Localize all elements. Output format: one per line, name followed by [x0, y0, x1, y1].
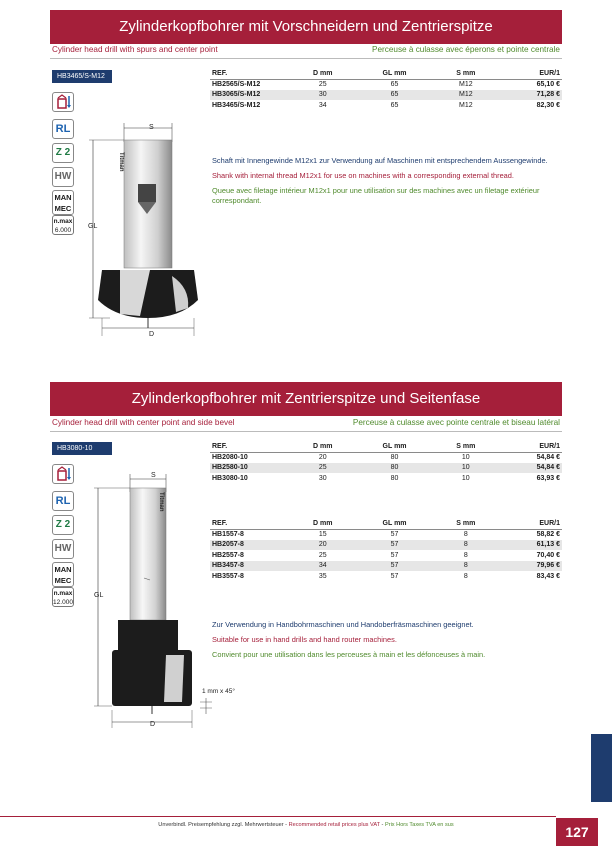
col-s: S mm	[434, 518, 498, 529]
cell: 63,93 €	[536, 474, 560, 482]
section1-subtitle-en: Cylinder head drill with spurs and center point	[52, 45, 218, 54]
nmax-icon	[52, 215, 74, 235]
drill-drawing-2	[88, 470, 218, 735]
col-price: EUR/1	[498, 68, 562, 79]
cell: 15	[318, 531, 327, 538]
desc-de: Zur Verwendung in Handbohrmaschinen und Handoberfräsmaschinen geeignet.	[212, 620, 474, 629]
cell: 8	[434, 540, 498, 551]
nmax-label: n.max	[53, 590, 73, 597]
cell: M12	[458, 81, 473, 88]
section2-table-1	[210, 441, 562, 484]
table-row	[210, 550, 562, 561]
cell: 57	[355, 561, 433, 572]
dim-d-label: D	[150, 721, 156, 728]
cell: 54,84 €	[536, 454, 560, 461]
drill-drawing-1	[80, 118, 210, 343]
cell: HB3065/S-M12	[210, 90, 290, 101]
cell: 34	[290, 561, 355, 572]
page-number: 127	[556, 818, 598, 846]
cell: 8	[434, 561, 498, 572]
footer-en: Recommended retail prices plus VAT	[288, 822, 380, 828]
table-row	[210, 463, 562, 474]
table-row	[210, 90, 562, 101]
man-mec-icon	[52, 190, 74, 215]
rotation-direction-icon	[52, 464, 74, 484]
col-s: S mm	[434, 68, 498, 79]
cell: HB2057-8	[210, 540, 290, 551]
desc-fr: Queue avec filetage intérieur M12x1 pour une utilisation sur des machines avec un filetage extérieur correspondant.	[212, 186, 540, 205]
table-row	[210, 540, 562, 551]
table-row	[210, 452, 562, 463]
cell: 65	[355, 90, 433, 101]
dim-gl-label: GL	[88, 223, 98, 230]
col-s: S mm	[434, 441, 498, 452]
cell: 25	[290, 463, 355, 474]
col-price: EUR/1	[498, 518, 562, 529]
table-row	[210, 100, 562, 111]
footer-fr: Prix Hors Taxes TVA en sus	[384, 822, 454, 828]
rotation-direction-icon	[52, 92, 74, 112]
cell: 58,82 €	[536, 531, 560, 538]
cell: 57	[390, 531, 399, 538]
cell: M12	[434, 90, 498, 101]
cell: 80	[355, 463, 433, 474]
cell: 10	[461, 474, 470, 482]
cell: 20	[290, 540, 355, 551]
cell: 71,28 €	[498, 90, 562, 101]
col-price: EUR/1	[498, 441, 562, 452]
cell: 57	[390, 572, 399, 580]
nmax-icon	[52, 587, 74, 607]
rl-icon: RL	[52, 119, 74, 139]
nmax-value: 6.000	[54, 227, 72, 234]
cell: 57	[355, 540, 433, 551]
col-d: D mm	[290, 68, 355, 79]
desc-en: Shank with internal thread M12x1 for use on machines with a corresponding external thread.	[212, 171, 514, 180]
divider	[50, 58, 562, 59]
footer-note	[0, 822, 612, 828]
section2-description	[212, 620, 560, 665]
section2-subtitle-fr: Perceuse à culasse avec pointe centrale et biseau latéral	[352, 418, 560, 427]
man-label: MAN	[54, 565, 72, 574]
cell: 25	[318, 551, 327, 559]
cell: 79,96 €	[498, 561, 562, 572]
cell: 34	[318, 101, 327, 109]
section2-title: Zylinderkopfbohrer mit Zentrierspitze und Seitenfase	[50, 382, 562, 416]
col-d: D mm	[290, 518, 355, 529]
section1-subtitle-fr: Perceuse à culasse avec éperons et pointe centrale	[372, 45, 560, 54]
footer-sep: -	[379, 822, 385, 828]
dim-d-label: D	[149, 331, 155, 338]
cell: 20	[318, 454, 327, 461]
cell: HB2557-8	[212, 551, 244, 559]
cell: 65	[390, 81, 399, 88]
cell: HB3557-8	[212, 572, 244, 580]
cell: 65	[390, 101, 399, 109]
cell: 61,13 €	[498, 540, 562, 551]
cell: HB3465/S-M12	[212, 101, 261, 109]
cell: 83,43 €	[536, 572, 560, 580]
hw-icon: HW	[52, 539, 74, 559]
cell: M12	[458, 101, 473, 109]
section1-title: Zylinderkopfbohrer mit Vorschneidern und Zentrierspitze	[50, 10, 562, 44]
cell: 35	[318, 572, 327, 580]
cell: 82,30 €	[536, 101, 560, 109]
cell: HB3457-8	[210, 561, 290, 572]
section1-description	[212, 156, 560, 211]
man-mec-icon	[52, 562, 74, 587]
desc-en: Suitable for use in hand drills and hand router machines.	[212, 635, 397, 644]
cell: 57	[390, 551, 399, 559]
mec-label: MEC	[54, 204, 72, 213]
desc-de: Schaft mit Innengewinde M12x1 zur Verwendung auf Maschinen mit entsprechendem Aussengewinde.	[212, 156, 548, 165]
section2-table-2	[210, 518, 562, 582]
dim-s-label: S	[151, 472, 156, 479]
cell: 25	[318, 81, 327, 88]
cell: 8	[463, 551, 468, 559]
table-row	[210, 561, 562, 572]
cell: 70,40 €	[536, 551, 560, 559]
cell: 10	[461, 454, 470, 461]
section2-subtitle-en: Cylinder head drill with center point and side bevel	[52, 418, 235, 427]
divider	[50, 431, 562, 432]
cell: 80	[390, 454, 399, 461]
table-row	[210, 79, 562, 90]
col-d: D mm	[290, 441, 355, 452]
cell: 8	[463, 531, 468, 538]
cell: 65,10 €	[536, 81, 560, 88]
side-tab-marker	[591, 734, 612, 802]
hw-icon: HW	[52, 167, 74, 187]
dim-gl-label: GL	[94, 592, 104, 599]
cell: 8	[463, 572, 468, 580]
cell: 54,84 €	[498, 463, 562, 474]
cell: HB2080-10	[212, 454, 248, 461]
dim-s-label: S	[149, 124, 154, 131]
cell: HB1557-8	[212, 531, 244, 538]
section2-subtitle	[50, 417, 562, 431]
table-row	[210, 529, 562, 540]
footer-line	[0, 816, 556, 817]
cell: HB2580-10	[210, 463, 290, 474]
cell: HB2565/S-M12	[212, 81, 261, 88]
section2-product-code: HB3080-10	[52, 442, 112, 455]
cell: 80	[390, 474, 399, 482]
table-row	[210, 473, 562, 484]
teeth-count-icon: Z 2	[52, 515, 74, 535]
footer-de: Unverbindl. Preisempfehlung zzgl. Mehrwertsteuer	[158, 822, 284, 828]
footer-sep: -	[283, 822, 289, 828]
col-ref: REF.	[210, 68, 290, 79]
nmax-label: n.max	[53, 218, 73, 225]
section1-product-code: HB3465/S-M12	[52, 70, 112, 83]
cell: 30	[318, 474, 327, 482]
col-ref: REF.	[210, 441, 290, 452]
section1-subtitle	[50, 44, 562, 58]
col-gl: GL mm	[355, 518, 433, 529]
brand-logo: Titman	[118, 152, 124, 172]
desc-fr: Convient pour une utilisation dans les perceuses à main et les défonceuses à main.	[212, 650, 486, 659]
cell: 10	[434, 463, 498, 474]
mec-label: MEC	[54, 576, 72, 585]
table-row	[210, 571, 562, 582]
nmax-value: 12.000	[53, 599, 73, 606]
section1-table	[210, 68, 562, 111]
man-label: MAN	[54, 193, 72, 202]
dim-bevel-label: 1 mm x 45°	[202, 688, 235, 695]
rl-icon: RL	[52, 491, 74, 511]
col-gl: GL mm	[355, 441, 433, 452]
teeth-count-icon: Z 2	[52, 143, 74, 163]
col-gl: GL mm	[355, 68, 433, 79]
cell: HB3080-10	[212, 474, 248, 482]
brand-logo: Titman	[158, 492, 164, 512]
cell: 30	[290, 90, 355, 101]
col-ref: REF.	[210, 518, 290, 529]
